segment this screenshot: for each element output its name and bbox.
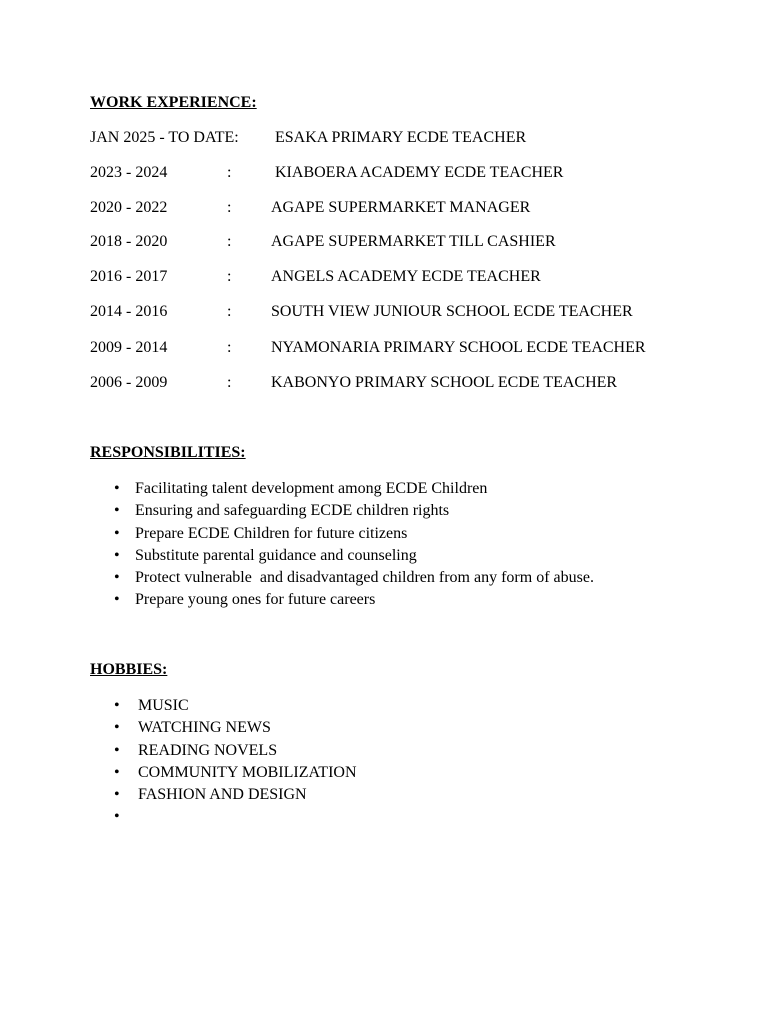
- experience-period: 2016 - 2017: [90, 268, 168, 285]
- bullet-icon: •: [114, 786, 120, 804]
- bullet-icon: •: [114, 763, 120, 781]
- hobbies-heading: HOBBIES:: [90, 661, 168, 678]
- experience-colon: :: [227, 339, 232, 356]
- responsibilities-heading: RESPONSIBILITIES:: [90, 444, 246, 461]
- experience-colon: :: [227, 233, 232, 250]
- bullet-icon: •: [114, 502, 120, 520]
- experience-job: SOUTH VIEW JUNIOUR SCHOOL ECDE TEACHER: [271, 303, 633, 320]
- responsibility-text: Facilitating talent development among ECDE Children: [135, 480, 488, 497]
- hobby-text: READING NOVELS: [138, 741, 278, 759]
- experience-period: JAN 2025 - TO DATE:: [90, 129, 239, 146]
- bullet-icon: •: [114, 808, 120, 826]
- hobby-text: COMMUNITY MOBILIZATION: [138, 763, 357, 781]
- responsibility-text: Protect vulnerable and disadvantaged children from any form of abuse.: [135, 569, 594, 587]
- bullet-icon: •: [114, 569, 120, 587]
- experience-job: KABONYO PRIMARY SCHOOL ECDE TEACHER: [271, 374, 618, 391]
- experience-job: AGAPE SUPERMARKET MANAGER: [271, 199, 531, 216]
- experience-colon: :: [227, 199, 232, 216]
- experience-job: ANGELS ACADEMY ECDE TEACHER: [271, 268, 541, 285]
- experience-period: 2018 - 2020: [90, 233, 168, 250]
- experience-period: 2006 - 2009: [90, 374, 168, 391]
- experience-period: 2009 - 2014: [90, 339, 168, 356]
- hobby-text: FASHION AND DESIGN: [138, 786, 307, 804]
- responsibility-text: Prepare ECDE Children for future citizens: [135, 524, 408, 542]
- hobby-text: MUSIC: [138, 697, 189, 714]
- bullet-icon: •: [114, 591, 120, 609]
- bullet-icon: •: [114, 741, 120, 759]
- responsibility-text: Prepare young ones for future careers: [135, 591, 376, 609]
- experience-colon: :: [227, 268, 232, 285]
- bullet-icon: •: [114, 546, 120, 564]
- experience-colon: :: [227, 303, 232, 320]
- experience-period: 2023 - 2024: [90, 164, 168, 181]
- experience-job: NYAMONARIA PRIMARY SCHOOL ECDE TEACHER: [271, 339, 646, 356]
- responsibility-text: Ensuring and safeguarding ECDE children rights: [135, 502, 450, 520]
- experience-colon: :: [227, 164, 232, 181]
- experience-period: 2020 - 2022: [90, 199, 168, 216]
- experience-colon: :: [227, 374, 232, 391]
- experience-job: AGAPE SUPERMARKET TILL CASHIER: [271, 233, 556, 250]
- bullet-icon: •: [114, 480, 120, 497]
- experience-job: ESAKA PRIMARY ECDE TEACHER: [275, 129, 527, 146]
- experience-job: KIABOERA ACADEMY ECDE TEACHER: [275, 164, 564, 181]
- responsibility-text: Substitute parental guidance and counseling: [135, 546, 417, 564]
- hobby-text: WATCHING NEWS: [138, 719, 271, 737]
- bullet-icon: •: [114, 697, 120, 714]
- bullet-icon: •: [114, 524, 120, 542]
- work-experience-heading: WORK EXPERIENCE:: [90, 94, 257, 111]
- bullet-icon: •: [114, 719, 120, 737]
- experience-period: 2014 - 2016: [90, 303, 168, 320]
